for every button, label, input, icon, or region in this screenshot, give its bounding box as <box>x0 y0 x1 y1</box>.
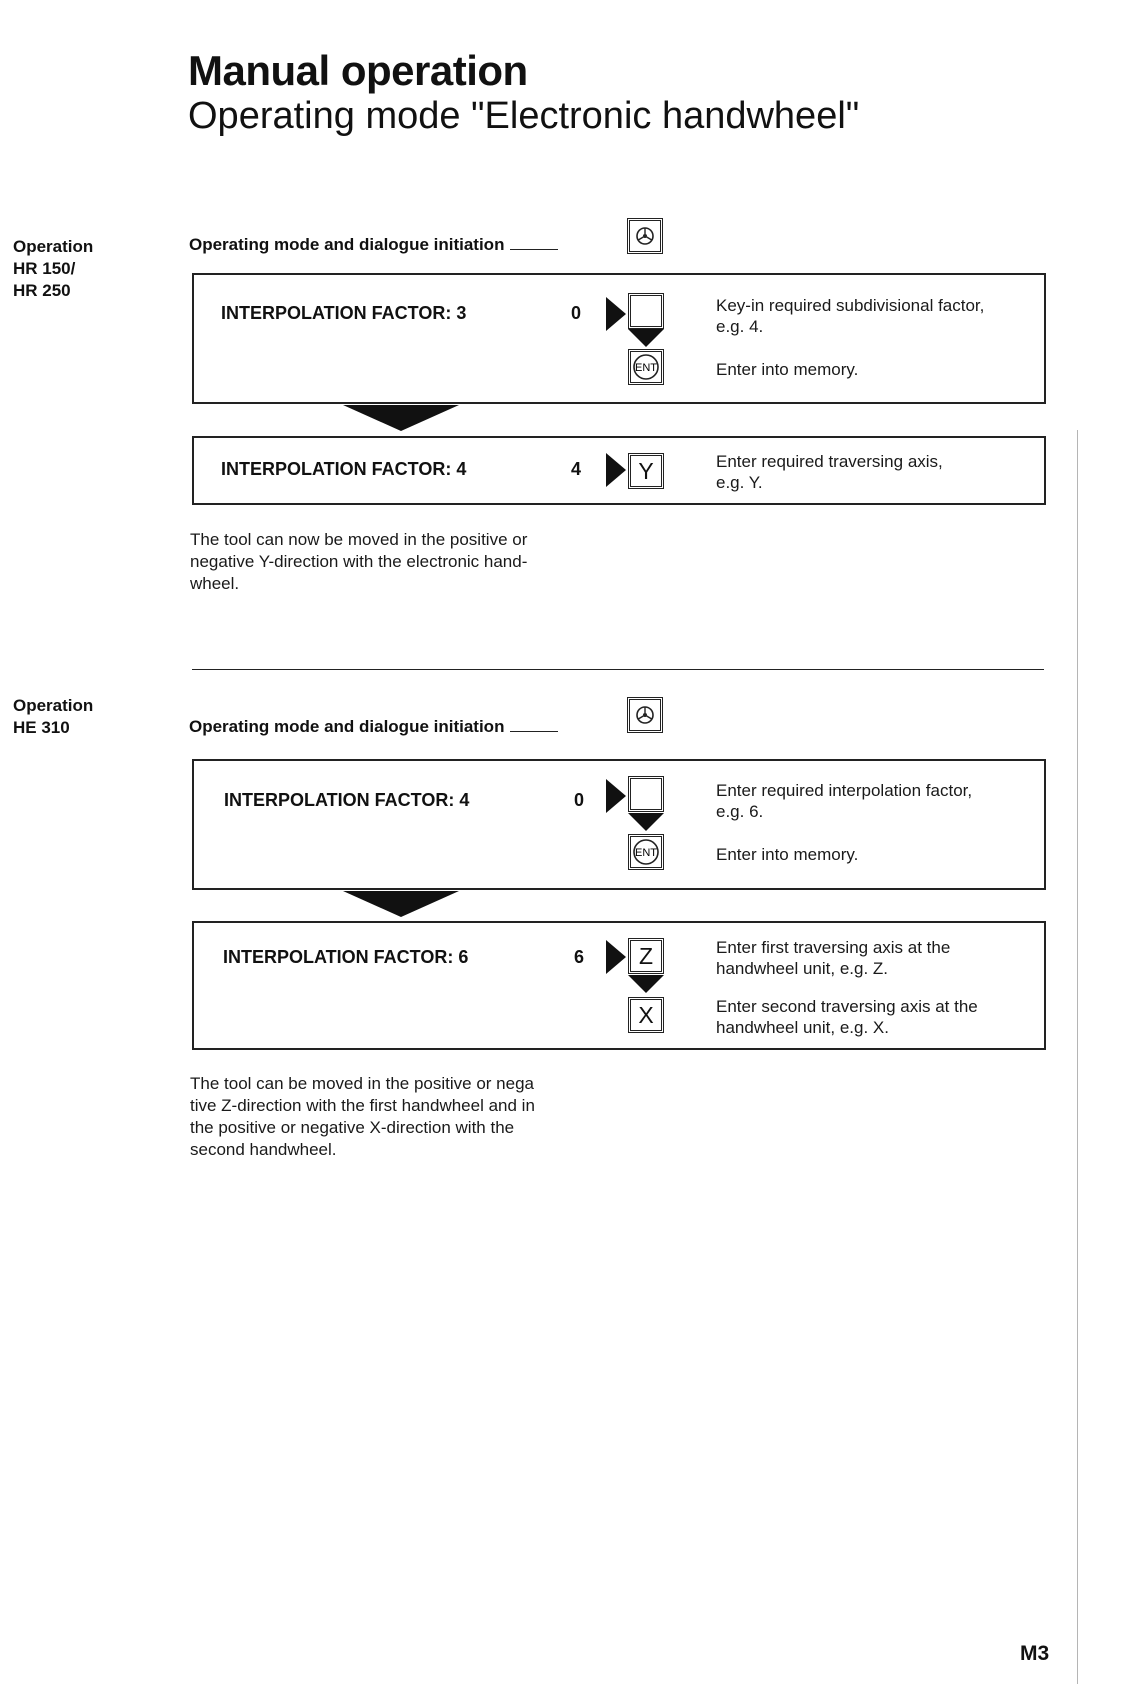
step-description: Enter into memory. <box>716 360 859 379</box>
page-number: M3 <box>1020 1642 1050 1665</box>
ent-key[interactable] <box>630 351 662 383</box>
dialogue-panel-4 <box>192 921 1046 1050</box>
down-triangle-arrow-icon <box>628 329 664 347</box>
axis-key-x[interactable]: X <box>630 999 662 1031</box>
screen-value: 0 <box>571 303 582 323</box>
screen-text: INTERPOLATION FACTOR: 4 <box>224 790 470 810</box>
input-key-blank[interactable] <box>630 295 662 327</box>
page-subtitle: Operating mode "Electronic handwheel" <box>188 95 860 137</box>
right-triangle-arrow-icon <box>606 453 626 487</box>
ent-key-icon <box>632 353 660 381</box>
intro-text: Operating mode and dialogue initiation <box>189 717 505 736</box>
down-triangle-arrow-icon <box>628 975 664 993</box>
flow-arrow-icon <box>343 891 459 917</box>
note-paragraph: The tool can be moved in the positive or nega tive Z-direction with the first handwheel and in the positive or negative X-direction with the second handwheel. <box>190 1074 535 1159</box>
intro-rule <box>510 249 558 250</box>
step-description: Enter required interpolation factor, e.g. 6. <box>716 781 973 821</box>
side-label-hr: Operation HR 150/ HR 250 <box>13 237 94 300</box>
screen-text: INTERPOLATION FACTOR: 4 <box>221 459 467 479</box>
down-triangle-arrow-icon <box>628 813 664 831</box>
screen-value: 4 <box>571 459 582 479</box>
dialogue-panel-2 <box>192 436 1046 505</box>
ent-key-label: ENT <box>635 847 657 859</box>
right-triangle-arrow-icon <box>606 297 626 331</box>
ent-key-label: ENT <box>635 362 657 374</box>
margin-line <box>1077 430 1078 1684</box>
intro-line <box>189 235 558 255</box>
screen-value: 6 <box>574 947 585 967</box>
axis-key-z[interactable]: Z <box>630 940 662 972</box>
handwheel-mode-key[interactable] <box>629 699 661 731</box>
dialogue-panel-1 <box>192 273 1046 404</box>
step-description: Enter second traversing axis at the handwheel unit, e.g. X. <box>716 997 978 1037</box>
dialogue-panel-3 <box>192 759 1046 890</box>
handwheel-icon <box>635 705 655 725</box>
ent-key-icon <box>632 838 660 866</box>
page-title: Manual operation <box>188 47 528 94</box>
flow-arrow-icon <box>343 405 459 431</box>
handwheel-icon <box>635 226 655 246</box>
input-key-blank[interactable] <box>630 778 662 810</box>
ent-key[interactable] <box>630 836 662 868</box>
intro-rule <box>510 731 558 732</box>
screen-text: INTERPOLATION FACTOR: 3 <box>221 303 467 323</box>
screen-value: 0 <box>574 790 585 810</box>
side-label-he: Operation HE 310 <box>13 696 94 737</box>
step-description: Enter into memory. <box>716 845 859 864</box>
right-triangle-arrow-icon <box>606 940 626 974</box>
intro-text: Operating mode and dialogue initiation <box>189 235 505 254</box>
step-description: Enter required traversing axis, e.g. Y. <box>716 452 943 492</box>
screen-text: INTERPOLATION FACTOR: 6 <box>223 947 469 967</box>
right-triangle-arrow-icon <box>606 779 626 813</box>
step-description: Enter first traversing axis at the handwheel unit, e.g. Z. <box>716 938 951 978</box>
section-divider <box>192 669 1044 670</box>
axis-key-y[interactable]: Y <box>630 455 662 487</box>
step-description: Key-in required subdivisional factor, e.g. 4. <box>716 296 985 336</box>
handwheel-mode-key[interactable] <box>629 220 661 252</box>
intro-line <box>189 717 558 737</box>
note-paragraph: The tool can now be moved in the positive or negative Y-direction with the electronic hand- wheel. <box>190 530 528 593</box>
